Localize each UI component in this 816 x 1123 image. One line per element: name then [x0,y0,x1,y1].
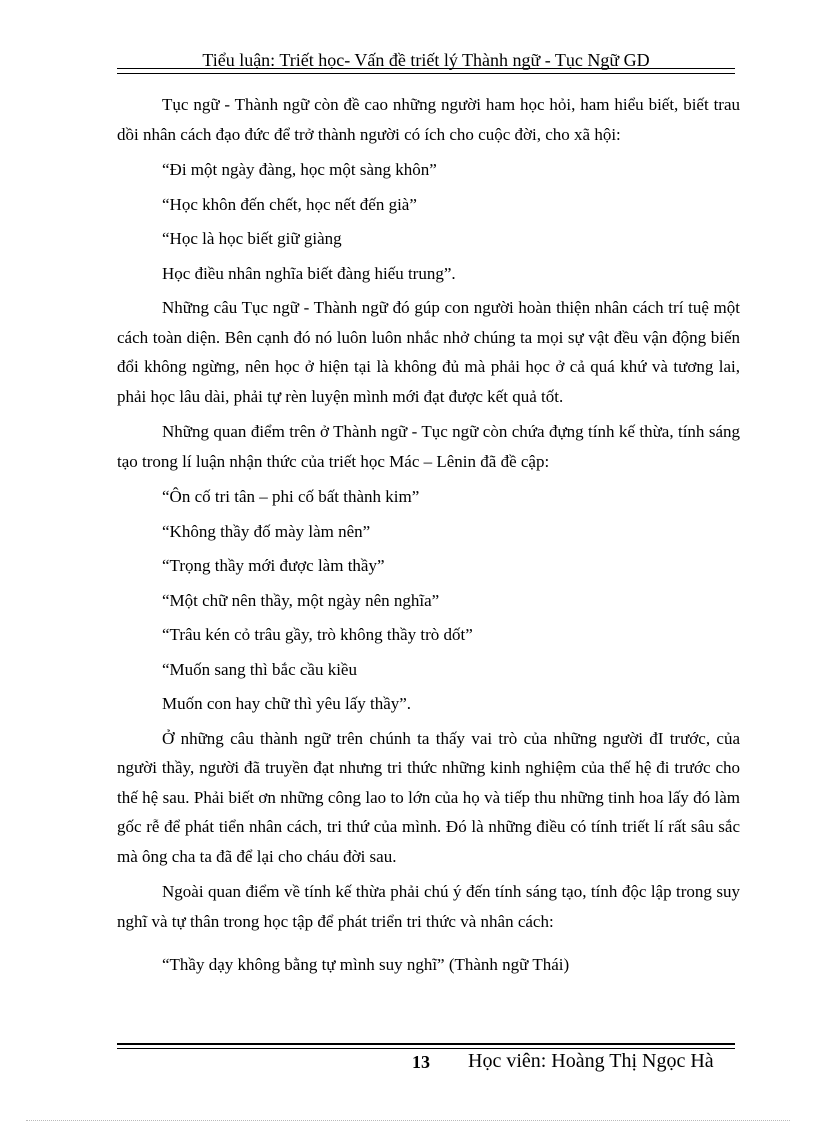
quote-4: Học điều nhân nghĩa biết đàng hiếu trung”. [162,263,456,283]
paragraph-5: Ngoài quan điểm về tính kế thừa phải chú ý đến tính sáng tạo, tính độc lập trong suy nghĩ và tự thân trong học tập để phát triển tri thức và nhân cách: [117,882,740,931]
quote-3: “Học là học biết giữ giàng [162,229,342,248]
quote-12: “Thầy dạy không bằng tự mình suy nghĩ” (Thành ngữ Thái) [162,955,570,974]
paragraph-1: Tục ngữ - Thành ngữ còn đề cao những người ham học hỏi, ham hiểu biết, biết trau dồi nhân cách đạo đức để trở thành người có ích cho cuộc đời, cho xã hội: [117,95,740,144]
quote-5: “Ôn cố tri tân – phi cố bất thành kim” [162,487,420,506]
footer-divider [117,1043,735,1049]
quote-1: “Đi một ngày đàng, học một sàng khôn” [162,160,437,179]
paragraph-2: Những câu Tục ngữ - Thành ngữ đó gúp con người hoàn thiện nhân cách trí tuệ một cách toàn diện. Bên cạnh đó nó luôn luôn nhắc nhở chúng ta mọi sự vật đều vận động biến đổi không ngừng, nên học ở hiện tại là không đủ mà phải học ở cả quá khứ và tương lai, phải học lâu dài, phải tự rèn luyện mình mới đạt được kết quả tốt. [117,298,740,406]
paragraph-3: Những quan điểm trên ở Thành ngữ - Tục ngữ còn chứa đựng tính kế thừa, tính sáng tạo trong lí luận nhận thức của triết học Mác – Lênin đã đề cập: [117,422,740,471]
paragraph-4: Ở những câu thành ngữ trên chúnh ta thấy vai trò của những người đI trước, của người thầy, người đã truyền đạt nhưng tri thức những kinh nghiệm của thế hệ đi trước cho thế hệ sau. Phải biết ơn những công lao to lớn của họ và tiếp thu những tinh hoa lấy đó làm gốc rễ để phát tiển nhân cách, tri thứ của mình. Đó là những điều có tính triết lí rất sâu sắc mà ông cha ta đã để lại cho cháu đời sau. [117,728,740,866]
quote-6: “Không thầy đố mày làm nên” [162,521,371,541]
header-divider [117,68,735,74]
quote-7: “Trọng thầy mới được làm thầy” [162,556,385,575]
footer-author: Học viên: Hoàng Thị Ngọc Hà [468,1050,714,1072]
quote-9: “Trâu kén cỏ trâu gầy, trò không thầy trò dốt” [162,625,473,644]
document-body [117,90,740,985]
quote-11: Muốn con hay chữ thì yêu lấy thầy”. [162,694,412,713]
quote-10: “Muốn sang thì bắc cầu kiều [162,659,357,679]
quote-2: “Học khôn đến chết, học nết đến già” [162,194,417,214]
page-header-title: Tiểu luận: Triết học- Vấn đề triết lý Thành ngữ - Tục Ngữ GD [202,50,650,70]
page-number: 13 [412,1052,430,1072]
page-bottom-edge [26,1120,790,1121]
quote-8: “Một chữ nên thầy, một ngày nên nghĩa” [162,590,440,610]
